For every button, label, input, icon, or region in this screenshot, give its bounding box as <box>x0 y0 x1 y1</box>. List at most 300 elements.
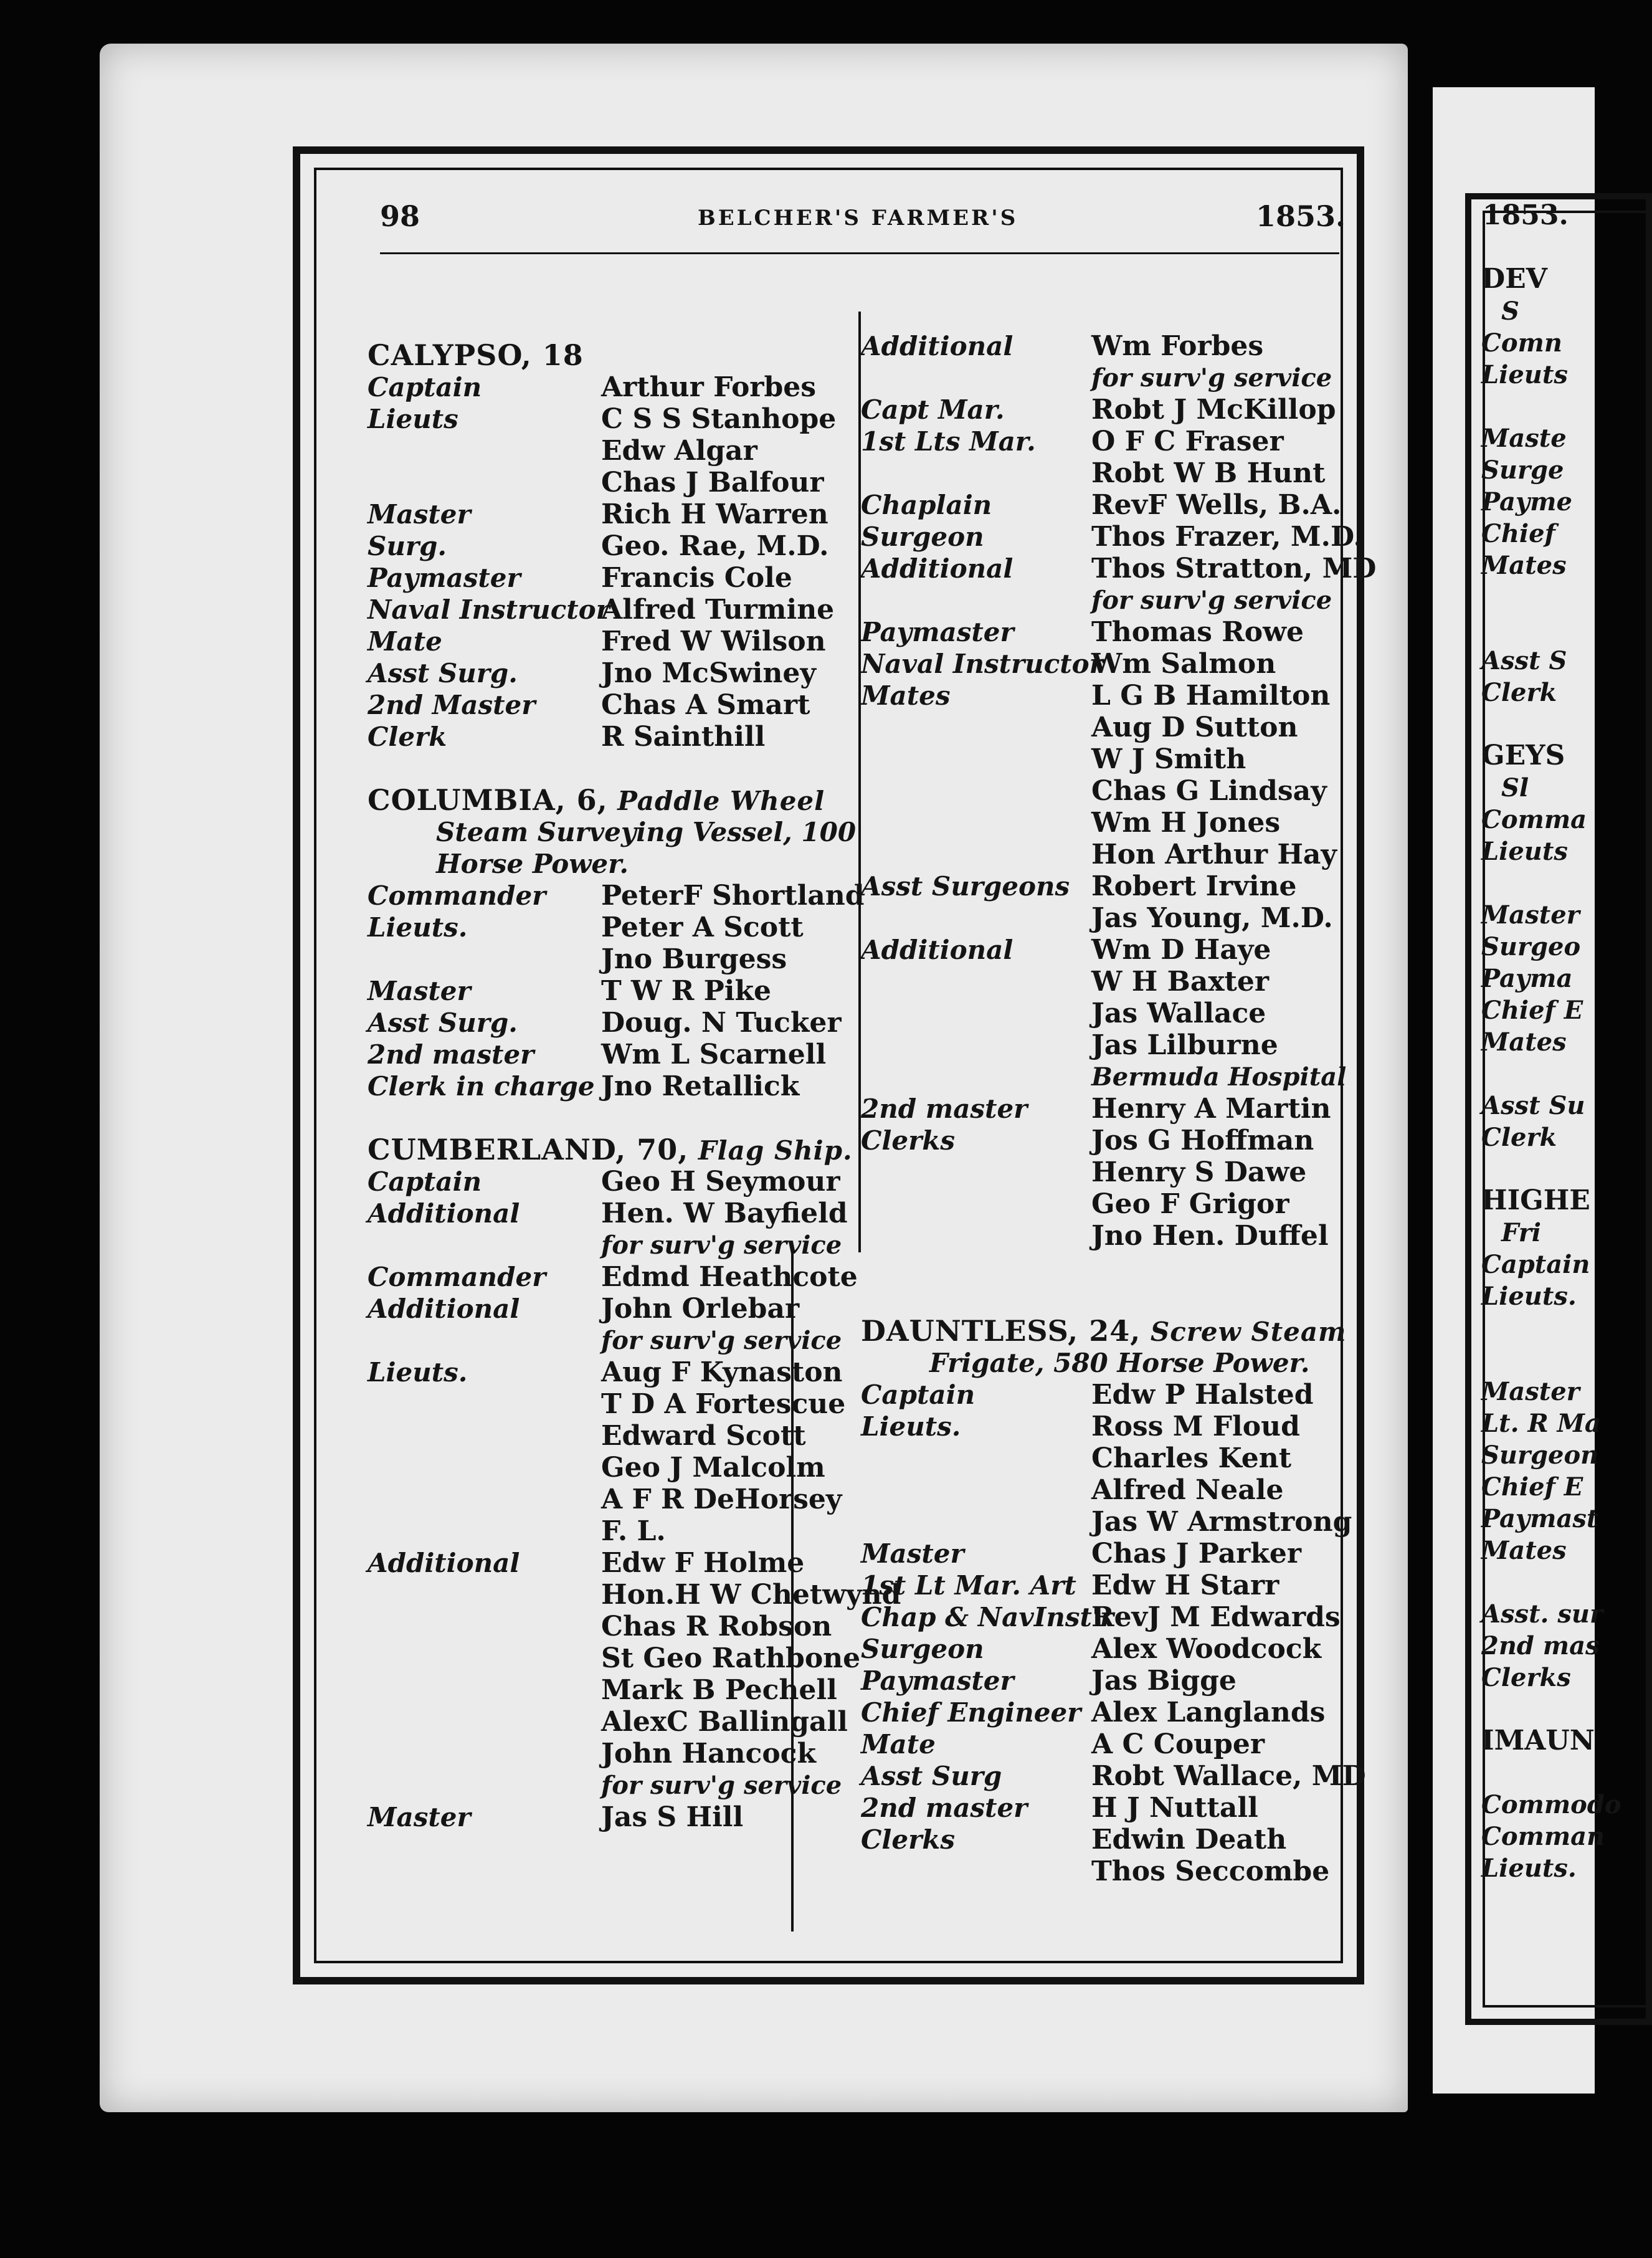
officer-name: A F R DeHorsey <box>601 1484 842 1515</box>
list-item <box>1433 835 1621 867</box>
officer-name: Hon Arthur Hay <box>1091 839 1337 870</box>
rank-label: Clerks <box>861 1824 955 1855</box>
rank-label: Master <box>368 1802 471 1832</box>
rank-label: 2nd Master <box>368 690 536 720</box>
officer-name: Arthur Forbes <box>601 371 817 403</box>
rank-label: Asst S <box>1481 646 1567 675</box>
list-item <box>1433 1820 1621 1852</box>
officer-name: Jos G Hoffman <box>1091 1125 1314 1156</box>
rank-label: Lieuts. <box>861 1411 961 1442</box>
rank-label: Lieuts. <box>1481 1854 1577 1883</box>
page-number: 98 <box>380 199 420 233</box>
list-item <box>1433 358 1621 390</box>
officer-name: for surv'g service <box>1091 586 1332 615</box>
list-item <box>368 1293 860 1325</box>
rank-label: Commodo <box>1481 1790 1621 1819</box>
list-item <box>861 1347 1347 1379</box>
list-item <box>861 489 1347 521</box>
list-item <box>368 1484 860 1515</box>
list-item <box>1433 1598 1621 1629</box>
list-item <box>1433 1693 1621 1725</box>
officer-name: R Sainthill <box>601 721 766 753</box>
list-item <box>368 1706 860 1738</box>
officer-name: Aug F Kynaston <box>601 1356 843 1388</box>
ship-name: COLUMBIA, 6, <box>368 783 608 817</box>
list-item <box>861 1125 1347 1156</box>
ship-description: Screw Steam <box>1141 1317 1347 1347</box>
officer-name: Robert Irvine <box>1091 870 1297 902</box>
officer-name: Wm H Jones <box>1091 807 1281 839</box>
list-item <box>1433 231 1621 263</box>
officer-name: Geo. Rae, M.D. <box>601 530 829 562</box>
rank-label: Lieuts. <box>368 912 468 943</box>
officer-name: Aug D Sutton <box>1091 712 1298 743</box>
officer-name: Alfred Neale <box>1091 1474 1284 1506</box>
list-item <box>1433 644 1621 676</box>
rank-label: Additional <box>861 331 1014 361</box>
officer-name: Wm D Haye <box>1091 934 1271 966</box>
list-item <box>861 902 1347 934</box>
rank-label: Lieuts. <box>368 1357 468 1388</box>
officer-name: Robt W B Hunt <box>1091 457 1326 489</box>
officer-name: Ross M Floud <box>1091 1411 1300 1442</box>
rank-label: Comn <box>1481 328 1562 358</box>
list-item <box>1433 295 1621 326</box>
list-item <box>861 1506 1352 1538</box>
list-item <box>1433 1566 1621 1598</box>
ship-heading <box>861 1315 1347 1348</box>
rank-label: Captain <box>861 1379 976 1410</box>
list-item <box>1433 263 1621 295</box>
rank-label: Maste <box>1481 424 1567 453</box>
rank-label: Asst Surgeons <box>861 871 1070 902</box>
list-item <box>368 371 860 403</box>
ship-description: Flag Ship. <box>688 1135 853 1166</box>
officer-name: Edw Algar <box>601 435 757 467</box>
list-item <box>1433 1375 1621 1407</box>
ship-name: IMAUN <box>1481 1725 1595 1756</box>
officer-name: Wm L Scarnell <box>601 1039 827 1070</box>
rank-label: Lieuts <box>1481 360 1568 389</box>
list-item <box>368 1674 860 1706</box>
rank-label: Additional <box>368 1293 520 1324</box>
rank-label: 1st Lts Mar. <box>861 426 1036 457</box>
rank-label: Mates <box>1481 1027 1567 1057</box>
rank-label: Comma <box>1481 805 1587 834</box>
list-item <box>368 784 860 816</box>
list-item <box>368 435 860 467</box>
list-item <box>1433 740 1621 771</box>
rank-label: Clerk <box>1481 1123 1557 1152</box>
list-item <box>861 1570 1347 1601</box>
list-item <box>368 1198 860 1229</box>
list-item <box>1433 549 1621 581</box>
list-item <box>1433 803 1621 835</box>
rank-label: 2nd master <box>861 1093 1028 1124</box>
officer-name: Thomas Rowe <box>1091 616 1304 648</box>
officer-name: for surv'g service <box>601 1231 842 1260</box>
list-item <box>368 626 860 657</box>
list-item <box>368 1229 860 1261</box>
list-item <box>1433 1756 1621 1788</box>
list-item <box>368 1039 860 1070</box>
list-item <box>861 362 1347 394</box>
list-item <box>1433 517 1621 549</box>
list-item <box>861 966 1347 998</box>
list-item <box>861 330 1347 362</box>
rank-label: Comman <box>1481 1822 1605 1851</box>
list-item <box>1433 1470 1621 1502</box>
page-year: 1853. <box>1255 199 1346 233</box>
rank-label: Mates <box>1481 551 1567 580</box>
list-item <box>861 1824 1347 1855</box>
list-item <box>1433 867 1621 898</box>
rank-label: Clerk in charge <box>368 1071 595 1102</box>
rank-label: Payma <box>1481 964 1573 993</box>
officer-name: Thos Frazer, M.D. <box>1091 521 1363 553</box>
rank-label: Fri <box>1501 1218 1541 1247</box>
list-item <box>861 1474 1347 1506</box>
running-title: BELCHER'S FARMER'S <box>698 206 1018 231</box>
officer-name: RevJ M Edwards <box>1091 1601 1341 1633</box>
list-item <box>368 1579 901 1611</box>
officer-name: John Orlebar <box>601 1293 800 1325</box>
list-item <box>861 521 1363 553</box>
rank-label: 2nd master <box>368 1039 534 1070</box>
officer-name: Fred W Wilson <box>601 626 826 657</box>
middle-column <box>861 330 1377 1887</box>
left-column <box>368 338 901 1833</box>
list-item <box>861 1379 1347 1411</box>
officer-name: John Hancock <box>601 1738 816 1770</box>
officer-name: Robt Wallace, MD <box>1091 1760 1366 1792</box>
list-item <box>861 1093 1347 1125</box>
list-item <box>861 1284 1347 1315</box>
list-item <box>861 1728 1347 1760</box>
list-item <box>861 648 1347 680</box>
officer-name: T D A Fortescue <box>601 1388 846 1420</box>
list-item <box>368 912 860 943</box>
list-item <box>368 943 860 975</box>
officer-name: O F C Fraser <box>1091 426 1284 457</box>
rank-label: Mates <box>861 680 951 711</box>
officer-name: Rich H Warren <box>601 498 828 530</box>
list-item <box>861 1665 1347 1697</box>
list-item <box>1433 581 1621 612</box>
list-item <box>368 1261 860 1293</box>
rank-label: Paymaster <box>368 563 521 593</box>
list-item <box>861 775 1347 807</box>
ship-name: HIGHE <box>1481 1184 1590 1216</box>
list-item <box>1433 898 1621 930</box>
rank-label: Chief E <box>1481 1472 1583 1502</box>
list-item <box>368 753 860 784</box>
officer-name: Jas Wallace <box>1091 998 1266 1029</box>
list-item <box>368 1134 860 1166</box>
list-item <box>1433 454 1621 485</box>
list-item <box>1433 1629 1621 1661</box>
officer-name: RevF Wells, B.A. <box>1091 489 1342 521</box>
list-item <box>861 680 1347 712</box>
rank-label: Master <box>368 976 471 1006</box>
officer-name: Wm Forbes <box>1091 330 1264 362</box>
rank-label: Clerk <box>368 722 447 752</box>
list-item <box>1433 1121 1621 1153</box>
rank-label: Naval Instructor <box>368 594 610 625</box>
list-item <box>368 880 865 912</box>
rank-label: S <box>1501 297 1519 326</box>
list-item <box>1433 390 1621 422</box>
list-item <box>1433 1153 1621 1184</box>
ship-heading <box>368 784 825 817</box>
officer-name: Mark B Pechell <box>601 1674 837 1706</box>
list-item <box>368 1515 860 1547</box>
rank-label: Master <box>1481 900 1580 930</box>
list-item <box>1433 1852 1621 1884</box>
rank-label: Chief <box>1481 519 1555 548</box>
rank-label: Mates <box>1481 1536 1567 1565</box>
ship-description: Paddle Wheel <box>607 786 825 816</box>
officer-name: Jno Retallick <box>601 1070 800 1102</box>
list-item <box>368 403 860 435</box>
officer-name: Chas G Lindsay <box>1091 775 1327 807</box>
list-item <box>861 1156 1347 1188</box>
rank-label: Chap & NavInst'r <box>861 1602 1114 1632</box>
officer-name: Hon.H W Chetwynd <box>601 1579 901 1611</box>
officer-name: W J Smith <box>1091 743 1246 775</box>
officer-name: A C Couper <box>1091 1728 1265 1760</box>
list-item <box>368 1452 860 1484</box>
rank-label: Chaplain <box>861 490 992 520</box>
rank-label: Mate <box>861 1729 936 1760</box>
rank-label: Captain <box>1481 1250 1590 1279</box>
rank-label: Lt. R Ma <box>1481 1409 1601 1438</box>
list-item <box>861 457 1347 489</box>
list-item <box>368 975 860 1007</box>
rank-label: Clerks <box>1481 1663 1571 1692</box>
officer-name: Jas Young, M.D. <box>1091 902 1333 934</box>
list-item <box>1433 1407 1621 1439</box>
rank-label: Surgeon <box>861 522 984 552</box>
rank-label: Surgeon <box>861 1634 984 1664</box>
list-item <box>861 1633 1347 1665</box>
list-item <box>861 426 1347 457</box>
officer-name: H J Nuttall <box>1091 1792 1258 1824</box>
list-item <box>1433 1280 1621 1312</box>
list-item <box>1433 612 1621 644</box>
officer-name: Henry S Dawe <box>1091 1156 1307 1188</box>
list-item <box>1433 1343 1621 1375</box>
officer-name: for surv'g service <box>1091 363 1332 393</box>
rank-label: Mate <box>368 626 442 657</box>
rank-label: 2nd master <box>861 1793 1028 1823</box>
rank-label: Paymaster <box>861 1665 1014 1696</box>
list-item <box>1433 1312 1621 1343</box>
list-item <box>861 1760 1366 1792</box>
list-item <box>1433 1026 1621 1057</box>
list-item <box>861 1029 1347 1061</box>
list-item <box>861 616 1347 648</box>
rank-label: Additional <box>861 935 1014 965</box>
list-item <box>368 657 860 689</box>
officer-name: for surv'g service <box>601 1771 842 1800</box>
list-item <box>368 1642 860 1674</box>
rank-label: Asst Su <box>1481 1091 1585 1120</box>
rank-label: Lieuts. <box>1481 1282 1577 1311</box>
officer-name: Jas Bigge <box>1091 1665 1237 1697</box>
officer-name: Edwin Death <box>1091 1824 1287 1855</box>
officer-name: T W R Pike <box>601 975 771 1007</box>
list-item <box>368 1388 860 1420</box>
list-item <box>368 1356 860 1388</box>
rank-label: Asst. sur <box>1481 1599 1603 1629</box>
officer-name: Thos Seccombe <box>1091 1855 1330 1887</box>
officer-name: Jno Hen. Duffel <box>1091 1220 1329 1252</box>
ship-name: GEYS <box>1481 740 1565 771</box>
list-item <box>368 1102 860 1134</box>
list-item <box>861 807 1347 839</box>
rank-label: Asst Surg. <box>368 658 518 688</box>
officer-name: Geo H Seymour <box>601 1166 840 1198</box>
list-item <box>368 1738 860 1770</box>
list-item <box>861 870 1347 902</box>
rank-label: Master <box>861 1538 964 1569</box>
list-item <box>1433 1216 1621 1248</box>
list-item <box>1433 1661 1621 1693</box>
page-header <box>380 199 1352 249</box>
list-item <box>861 712 1347 743</box>
officer-name: Doug. N Tucker <box>601 1007 842 1039</box>
list-item <box>861 839 1347 870</box>
list-item <box>861 1315 1347 1347</box>
ship-description: Steam Surveying Vessel, 100 <box>436 817 857 847</box>
rank-label: Clerk <box>1481 678 1557 707</box>
officer-name: Alex Langlands <box>1091 1697 1326 1728</box>
officer-name: St Geo Rathbone <box>601 1642 861 1674</box>
rank-label: Payme <box>1481 487 1572 517</box>
list-item <box>368 1547 860 1579</box>
list-item <box>368 467 860 498</box>
list-item <box>1433 199 1621 231</box>
officer-name: Bermuda Hospital <box>1091 1062 1347 1092</box>
rank-label: Capt Mar. <box>861 394 1005 425</box>
rank-label: Master <box>1481 1377 1580 1406</box>
rank-label: Additional <box>861 553 1014 584</box>
list-item <box>861 1601 1347 1633</box>
officer-name: Edw H Starr <box>1091 1570 1279 1601</box>
officer-name: Edmd Heathcote <box>601 1261 858 1293</box>
rank-label: Paymaster <box>861 617 1014 647</box>
officer-name: PeterF Shortland <box>601 880 865 912</box>
header-rule <box>380 252 1339 254</box>
rank-label: Asst Surg <box>861 1761 1002 1791</box>
list-item <box>1433 1725 1621 1756</box>
list-item <box>1433 485 1621 517</box>
officer-name: Alex Woodcock <box>1091 1633 1322 1665</box>
officer-name: C S S Stanhope <box>601 403 837 435</box>
list-item <box>1433 326 1621 358</box>
ship-name: CUMBERLAND, 70, <box>368 1133 689 1166</box>
officer-name: Edw F Holme <box>601 1547 805 1579</box>
officer-name: Thos Stratton, MD <box>1091 553 1377 584</box>
rank-label: Naval Instructor <box>861 649 1103 679</box>
list-item <box>861 998 1347 1029</box>
officer-name: AlexC Ballingall <box>601 1706 848 1738</box>
officer-name: Hen. W Bayfield <box>601 1198 848 1229</box>
list-item <box>861 1061 1347 1093</box>
officer-name: Chas A Smart <box>601 689 810 721</box>
list-item <box>861 1252 1347 1284</box>
officer-name: Jas S Hill <box>601 1801 744 1833</box>
ship-heading <box>368 1134 853 1166</box>
officer-name: Jno Burgess <box>601 943 787 975</box>
ship-description: Frigate, 580 Horse Power. <box>929 1348 1310 1378</box>
list-item <box>368 1801 860 1833</box>
list-item <box>368 1420 860 1452</box>
officer-name: Chas J Balfour <box>601 467 824 498</box>
officer-name: Edward Scott <box>601 1420 806 1452</box>
officer-name: Geo F Grigor <box>1091 1188 1289 1220</box>
list-item <box>861 1538 1347 1570</box>
officer-name: Chas J Parker <box>1091 1538 1302 1570</box>
rank-label: Lieuts <box>1481 837 1568 866</box>
list-item <box>368 689 860 721</box>
officer-name: W H Baxter <box>1091 966 1270 998</box>
list-item <box>368 594 860 626</box>
list-item <box>1433 1439 1621 1470</box>
list-item <box>861 1442 1347 1474</box>
rank-label: 1st Lt Mar. Art <box>861 1570 1076 1601</box>
rank-label: Commander <box>368 880 546 911</box>
list-item <box>1433 1502 1621 1534</box>
list-item <box>368 1611 860 1642</box>
facing-page-year: 1853. <box>1483 199 1569 231</box>
list-item <box>1433 994 1621 1026</box>
list-item <box>1433 930 1621 962</box>
list-item <box>1433 422 1621 454</box>
rank-label: Paymast <box>1481 1504 1598 1533</box>
officer-name: Jas Lilburne <box>1091 1029 1278 1061</box>
list-item <box>861 584 1347 616</box>
rank-label: Asst Surg. <box>368 1008 518 1038</box>
officer-name: F. L. <box>601 1515 666 1547</box>
rank-label: Commander <box>368 1262 546 1292</box>
ship-name: DAUNTLESS, 24, <box>861 1314 1141 1348</box>
rank-label: Additional <box>368 1548 520 1578</box>
list-item <box>1433 676 1621 708</box>
list-item <box>1433 771 1621 803</box>
list-item <box>861 1855 1347 1887</box>
list-item <box>1433 1057 1621 1089</box>
officer-name: for surv'g service <box>601 1326 842 1355</box>
rank-label: Additional <box>368 1198 520 1229</box>
officer-name: Alfred Turmine <box>601 594 835 626</box>
officer-name: Francis Cole <box>601 562 792 594</box>
list-item <box>861 394 1347 426</box>
list-item <box>368 1070 860 1102</box>
list-item <box>861 1220 1347 1252</box>
list-item <box>1433 1248 1621 1280</box>
officer-name: Robt J McKillop <box>1091 394 1336 426</box>
list-item <box>368 848 860 880</box>
list-item <box>368 498 860 530</box>
officer-name: Charles Kent <box>1091 1442 1292 1474</box>
list-item <box>368 721 860 753</box>
list-item <box>1433 1089 1621 1121</box>
officer-name: Henry A Martin <box>1091 1093 1331 1125</box>
rank-label: Clerks <box>861 1125 955 1156</box>
list-item <box>368 530 860 562</box>
